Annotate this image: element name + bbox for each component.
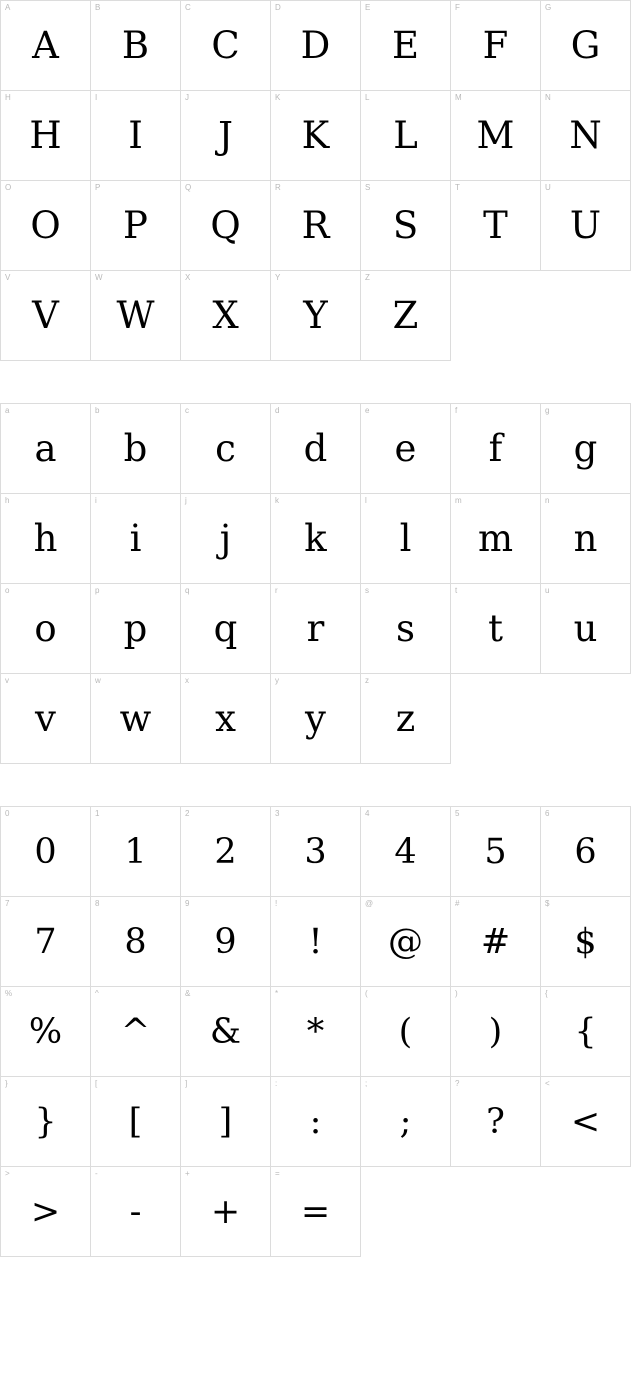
- glyph-code-label: x: [185, 676, 189, 685]
- glyph-cell: [361, 91, 451, 181]
- glyph-cell: [271, 807, 361, 897]
- glyph-cell: [451, 1077, 541, 1167]
- glyph-code-label: M: [455, 93, 462, 102]
- glyph-cell: [541, 1077, 631, 1167]
- glyph-cell: [181, 1077, 271, 1167]
- glyph-character: Z: [392, 293, 419, 337]
- glyph-character: 3: [304, 831, 327, 872]
- glyph-character: O: [30, 203, 61, 247]
- glyph-character: c: [215, 426, 236, 470]
- glyph-character: [: [128, 1101, 143, 1142]
- glyph-cell: [1, 1077, 91, 1167]
- glyph-code-label: p: [95, 586, 100, 595]
- glyph-code-label: d: [275, 406, 280, 415]
- glyph-code-label: ]: [185, 1079, 188, 1088]
- glyph-cell: [91, 1167, 181, 1257]
- glyph-character: i: [129, 516, 142, 560]
- glyph-cell: [271, 1167, 361, 1257]
- glyph-character: w: [119, 696, 152, 740]
- glyph-character: o: [34, 606, 57, 650]
- glyph-cell: [181, 1167, 271, 1257]
- glyph-cell: [451, 807, 541, 897]
- glyph-cell: [91, 897, 181, 987]
- glyph-character: d: [303, 426, 328, 470]
- glyph-cell: [91, 807, 181, 897]
- glyph-character: h: [33, 516, 58, 560]
- glyph-cell: [1, 1167, 91, 1257]
- glyph-character: p: [123, 606, 148, 650]
- glyph-code-label: >: [5, 1169, 10, 1178]
- glyph-character: V: [32, 293, 59, 337]
- glyph-character: e: [394, 426, 417, 470]
- glyph-character: 5: [484, 831, 507, 872]
- glyph-character: }: [34, 1101, 57, 1142]
- glyph-cell: [1, 494, 91, 584]
- glyph-code-label: C: [185, 3, 191, 12]
- glyph-character: u: [573, 606, 598, 650]
- glyph-code-label: s: [365, 586, 369, 595]
- glyph-code-label: q: [185, 586, 190, 595]
- glyph-code-label: $: [545, 899, 550, 908]
- glyph-code-label: U: [545, 183, 551, 192]
- glyph-code-label: O: [5, 183, 12, 192]
- glyph-code-label: ?: [455, 1079, 460, 1088]
- glyph-code-label: y: [275, 676, 279, 685]
- glyph-code-label: K: [275, 93, 281, 102]
- glyph-code-label: S: [365, 183, 371, 192]
- glyph-cell: [451, 897, 541, 987]
- glyph-code-label: }: [5, 1079, 8, 1088]
- glyph-code-label: e: [365, 406, 370, 415]
- glyph-code-label: f: [455, 406, 458, 415]
- glyph-character: #: [480, 921, 511, 962]
- glyph-character: ^: [120, 1011, 151, 1052]
- glyph-cell: [1, 807, 91, 897]
- glyph-code-label: %: [5, 989, 13, 998]
- glyph-character: k: [304, 516, 327, 560]
- glyph-cell: [1, 584, 91, 674]
- section-divider-1: [0, 361, 640, 403]
- glyph-character: !: [308, 921, 323, 962]
- glyph-character: ]: [218, 1101, 233, 1142]
- glyph-character: v: [35, 696, 56, 740]
- glyph-code-label: [: [95, 1079, 98, 1088]
- glyph-code-label: o: [5, 586, 10, 595]
- glyph-character: T: [483, 203, 508, 247]
- glyph-character: >: [30, 1191, 61, 1232]
- glyph-character: {: [574, 1011, 597, 1052]
- glyph-code-label: *: [275, 989, 279, 998]
- glyph-cell: [451, 987, 541, 1077]
- glyph-cell: [451, 404, 541, 494]
- glyph-code-label: I: [95, 93, 98, 102]
- glyph-character: Y: [303, 293, 328, 337]
- glyph-code-label: h: [5, 496, 10, 505]
- glyph-code-label: u: [545, 586, 550, 595]
- glyph-code-label: J: [185, 93, 189, 102]
- glyph-cell: [451, 1, 541, 91]
- glyph-code-label: 1: [95, 809, 100, 818]
- glyph-character: <: [570, 1101, 601, 1142]
- glyph-cell: [271, 1077, 361, 1167]
- glyph-character: R: [301, 203, 330, 247]
- glyph-code-label: w: [95, 676, 101, 685]
- glyph-cell: [1, 987, 91, 1077]
- glyph-cell: [181, 987, 271, 1077]
- glyph-cell: [271, 181, 361, 271]
- glyph-cell: [451, 494, 541, 584]
- glyph-cell: [541, 987, 631, 1077]
- glyph-code-label: 0: [5, 809, 10, 818]
- glyph-code-label: 6: [545, 809, 550, 818]
- glyph-code-label: =: [275, 1169, 280, 1178]
- glyph-code-label: F: [455, 3, 460, 12]
- glyph-character: ): [488, 1011, 503, 1052]
- glyph-code-label: i: [95, 496, 97, 505]
- glyph-character: z: [395, 696, 416, 740]
- glyph-character: P: [123, 203, 148, 247]
- glyph-code-label: 7: [5, 899, 10, 908]
- glyph-code-label: T: [455, 183, 460, 192]
- glyph-cell: [361, 807, 451, 897]
- glyph-character: =: [300, 1191, 331, 1232]
- glyph-code-label: W: [95, 273, 103, 282]
- glyph-character: %: [28, 1011, 63, 1052]
- glyph-cell: [91, 584, 181, 674]
- glyph-character: 9: [214, 921, 237, 962]
- glyph-character: n: [573, 516, 598, 560]
- glyph-code-label: <: [545, 1079, 550, 1088]
- glyph-character: L: [393, 113, 418, 157]
- glyph-code-label: z: [365, 676, 369, 685]
- glyph-cell: [91, 494, 181, 584]
- glyph-section-uppercase: [0, 0, 631, 361]
- glyph-character: -: [129, 1191, 142, 1232]
- glyph-cell: [1, 404, 91, 494]
- glyph-cell: [271, 271, 361, 361]
- glyph-code-label: R: [275, 183, 281, 192]
- glyph-code-label: n: [545, 496, 550, 505]
- glyph-character: 8: [124, 921, 147, 962]
- glyph-cell: [541, 584, 631, 674]
- glyph-cell: [361, 181, 451, 271]
- glyph-cell: [271, 404, 361, 494]
- glyph-code-label: Q: [185, 183, 192, 192]
- glyph-character: $: [574, 921, 597, 962]
- glyph-cell: [361, 987, 451, 1077]
- glyph-cell: [181, 674, 271, 764]
- glyph-character: H: [29, 113, 62, 157]
- glyph-cell: [271, 987, 361, 1077]
- glyph-code-label: #: [455, 899, 460, 908]
- glyph-code-label: +: [185, 1169, 190, 1178]
- glyph-character: S: [392, 203, 419, 247]
- glyph-cell: [541, 181, 631, 271]
- glyph-character: 6: [574, 831, 597, 872]
- glyph-code-label: ;: [365, 1079, 368, 1088]
- glyph-character: C: [211, 23, 240, 67]
- glyph-cell: [91, 1077, 181, 1167]
- glyph-character: m: [477, 516, 514, 560]
- glyph-character: E: [391, 23, 419, 67]
- glyph-cell: [91, 271, 181, 361]
- glyph-character: (: [398, 1011, 413, 1052]
- glyph-character: r: [306, 606, 325, 650]
- glyph-character: W: [116, 293, 155, 337]
- glyph-code-label: 4: [365, 809, 370, 818]
- glyph-character: j: [219, 516, 232, 560]
- glyph-cell: [181, 404, 271, 494]
- glyph-character: N: [569, 113, 602, 157]
- glyph-code-label: t: [455, 586, 458, 595]
- glyph-character: G: [570, 23, 601, 67]
- glyph-cell: [1, 181, 91, 271]
- glyph-cell: [361, 1, 451, 91]
- glyph-code-label: :: [275, 1079, 278, 1088]
- glyph-character: a: [34, 426, 57, 470]
- glyph-code-label: X: [185, 273, 191, 282]
- glyph-code-label: k: [275, 496, 279, 505]
- glyph-code-label: H: [5, 93, 11, 102]
- glyph-cell: [1, 271, 91, 361]
- glyph-character: g: [573, 426, 598, 470]
- glyph-cell: [91, 181, 181, 271]
- glyph-character: s: [396, 606, 415, 650]
- glyph-cell: [271, 1, 361, 91]
- glyph-code-label: l: [365, 496, 367, 505]
- glyph-code-label: Y: [275, 273, 281, 282]
- glyph-cell: [181, 271, 271, 361]
- glyph-cell: [541, 1, 631, 91]
- glyph-character: M: [476, 113, 515, 157]
- glyph-code-label: V: [5, 273, 11, 282]
- glyph-character: 7: [34, 921, 57, 962]
- glyph-character: q: [213, 606, 238, 650]
- glyph-character: A: [32, 23, 59, 67]
- glyph-character: B: [121, 23, 150, 67]
- glyph-cell: [271, 91, 361, 181]
- glyph-code-label: @: [365, 899, 374, 908]
- glyph-code-label: &: [185, 989, 191, 998]
- glyph-character: y: [305, 696, 326, 740]
- glyph-code-label: m: [455, 496, 462, 505]
- section-divider-2: [0, 764, 640, 806]
- glyph-code-label: j: [185, 496, 187, 505]
- glyph-cell: [181, 181, 271, 271]
- glyph-cell: [181, 494, 271, 584]
- glyph-code-label: g: [545, 406, 550, 415]
- glyph-cell: [541, 807, 631, 897]
- glyph-code-label: ^: [95, 989, 99, 998]
- glyph-cell: [361, 897, 451, 987]
- glyph-cell: [181, 584, 271, 674]
- glyph-cell: [361, 404, 451, 494]
- glyph-code-label: 8: [95, 899, 100, 908]
- glyph-character: &: [209, 1011, 242, 1052]
- glyph-code-label: D: [275, 3, 281, 12]
- glyph-cell: [361, 674, 451, 764]
- glyph-character: K: [301, 113, 330, 157]
- glyph-character: @: [388, 921, 423, 962]
- glyph-character: U: [569, 203, 602, 247]
- glyph-cell: [91, 91, 181, 181]
- glyph-character: F: [482, 23, 509, 67]
- glyph-character: 0: [34, 831, 57, 872]
- glyph-code-label: a: [5, 406, 10, 415]
- glyph-cell: [1, 674, 91, 764]
- glyph-code-label: 3: [275, 809, 280, 818]
- glyph-cell: [541, 404, 631, 494]
- glyph-character: t: [488, 606, 503, 650]
- glyph-character: f: [488, 426, 503, 470]
- glyph-character: 1: [124, 831, 147, 872]
- glyph-code-label: ): [455, 989, 458, 998]
- glyph-cell: [181, 807, 271, 897]
- glyph-cell: [91, 1, 181, 91]
- glyph-character: b: [123, 426, 148, 470]
- glyph-character: +: [210, 1191, 241, 1232]
- glyph-character: 4: [394, 831, 417, 872]
- glyph-cell: [181, 91, 271, 181]
- glyph-cell: [361, 494, 451, 584]
- glyph-cell: [541, 91, 631, 181]
- glyph-section-lowercase: [0, 403, 631, 764]
- glyph-code-label: c: [185, 406, 189, 415]
- glyph-code-label: P: [95, 183, 101, 192]
- glyph-code-label: (: [365, 989, 368, 998]
- glyph-cell: [451, 584, 541, 674]
- glyph-code-label: 5: [455, 809, 460, 818]
- glyph-code-label: 2: [185, 809, 190, 818]
- glyph-character: Q: [210, 203, 241, 247]
- glyph-code-label: !: [275, 899, 278, 908]
- glyph-code-label: Z: [365, 273, 370, 282]
- glyph-character: D: [300, 23, 331, 67]
- glyph-cell: [91, 404, 181, 494]
- glyph-code-label: 9: [185, 899, 190, 908]
- glyph-character: ?: [486, 1101, 505, 1142]
- glyph-cell: [451, 91, 541, 181]
- glyph-code-label: L: [365, 93, 370, 102]
- glyph-code-label: A: [5, 3, 11, 12]
- glyph-code-label: r: [275, 586, 278, 595]
- glyph-section-digits-symbols: [0, 806, 631, 1257]
- glyph-code-label: B: [95, 3, 101, 12]
- glyph-cell: [271, 674, 361, 764]
- glyph-character: ;: [399, 1101, 412, 1142]
- glyph-cell: [91, 987, 181, 1077]
- glyph-character: J: [218, 113, 233, 157]
- glyph-character: I: [128, 113, 143, 157]
- glyph-cell: [271, 494, 361, 584]
- glyph-character: x: [215, 696, 236, 740]
- glyph-cell: [1, 91, 91, 181]
- glyph-code-label: {: [545, 989, 548, 998]
- glyph-character: *: [306, 1011, 325, 1052]
- glyph-code-label: v: [5, 676, 9, 685]
- glyph-code-label: G: [545, 3, 552, 12]
- glyph-cell: [91, 674, 181, 764]
- glyph-cell: [451, 181, 541, 271]
- glyph-code-label: -: [95, 1169, 98, 1178]
- glyph-cell: [181, 1, 271, 91]
- glyph-cell: [361, 584, 451, 674]
- glyph-cell: [361, 271, 451, 361]
- glyph-code-label: b: [95, 406, 100, 415]
- glyph-character: 2: [214, 831, 237, 872]
- glyph-cell: [271, 897, 361, 987]
- glyph-cell: [271, 584, 361, 674]
- glyph-cell: [541, 897, 631, 987]
- glyph-character: :: [309, 1101, 322, 1142]
- glyph-code-label: N: [545, 93, 551, 102]
- glyph-cell: [1, 1, 91, 91]
- glyph-cell: [181, 897, 271, 987]
- glyph-cell: [361, 1077, 451, 1167]
- glyph-cell: [541, 494, 631, 584]
- glyph-character: l: [399, 516, 412, 560]
- glyph-character: X: [212, 293, 239, 337]
- glyph-code-label: E: [365, 3, 371, 12]
- glyph-cell: [1, 897, 91, 987]
